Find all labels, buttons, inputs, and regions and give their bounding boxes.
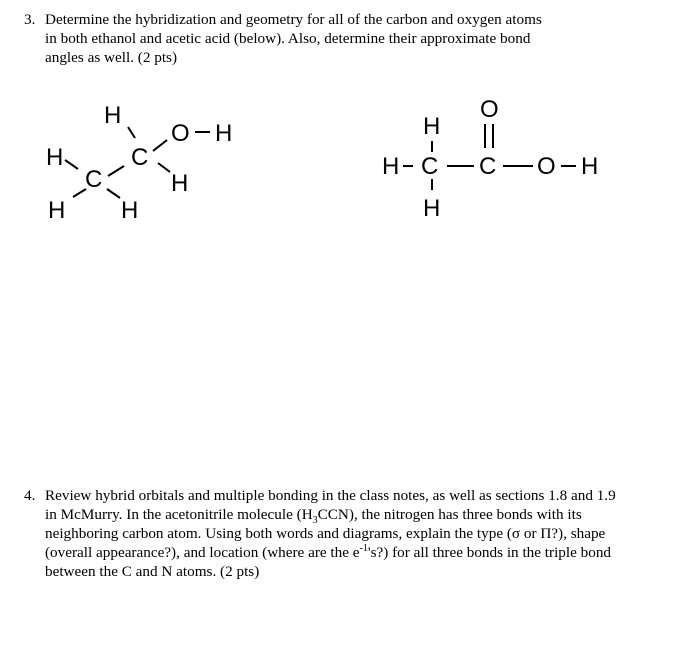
question-3-line: angles as well. (2 pts) [45,49,178,66]
question-4-line: Review hybrid orbitals and multiple bonding in the class notes, as well as sections 1.8 and 1.9 [45,487,616,504]
atom-h: H [215,120,233,147]
atom-c: C [131,144,149,171]
atom-h: H [581,153,599,180]
question-4-text [45,486,695,581]
atom-c: C [479,153,497,180]
atom-h: H [382,153,400,180]
atom-h: H [171,170,189,197]
atom-h: H [121,197,139,224]
atom-o: O [537,153,556,180]
atom-h: H [423,113,441,140]
atom-h: H [104,102,122,129]
question-4-line-part: (overall appearance?), and location (where are the e [45,544,360,561]
question-4-line-part: 's?) for all three bonds in the triple bond [367,544,612,561]
question-4-line [45,505,695,527]
question-3-line: in both ethanol and acetic acid (below). Also, determine their approximate bond [45,30,531,47]
question-4-line-part: CCN), the nitrogen has three bonds with its [317,506,582,523]
question-3-line: Determine the hybridization and geometry for all of the carbon and oxygen atoms [45,11,542,28]
question-4-line [45,543,695,562]
atom-h: H [423,195,441,222]
atom-c: C [85,166,103,193]
question-4-line: neighboring carbon atom. Using both words and diagrams, explain the type (σ or Π?), shape [45,525,606,542]
question-4-number: 4. [24,487,36,504]
question-4-line-part: in McMurry. In the acetonitrile molecule (H [45,506,313,523]
superscript-neg1: -1 [359,542,368,554]
subscript-3: 3 [312,515,318,527]
atom-c: C [421,153,439,180]
atom-o: O [480,96,499,123]
atom-h: H [48,197,66,224]
atom-h: H [46,144,64,171]
atom-o: O [171,120,190,147]
question-4-line: between the C and N atoms. (2 pts) [45,563,260,580]
question-3-number: 3. [24,11,36,28]
